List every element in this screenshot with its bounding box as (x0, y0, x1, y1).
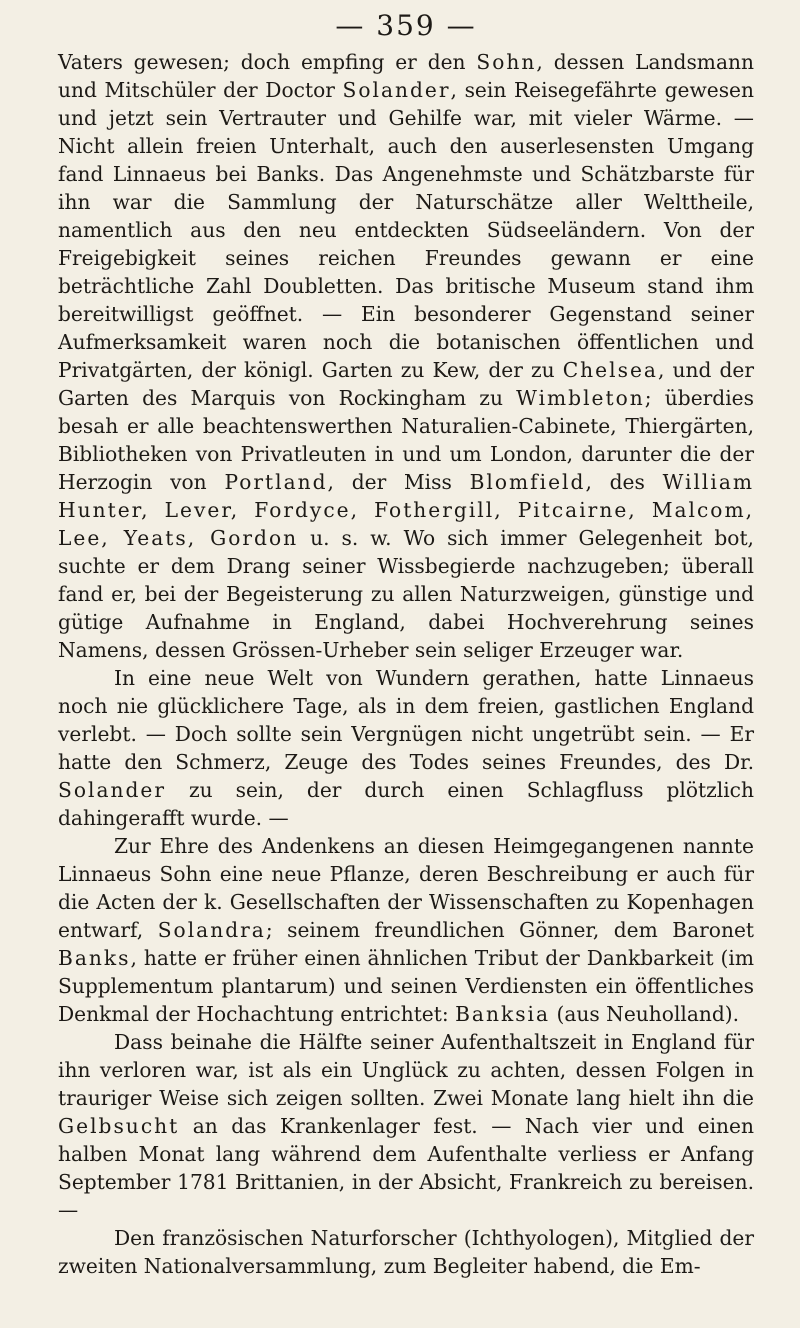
emphasized-name: Solander (342, 78, 451, 102)
emphasized-name: Sohn (476, 50, 537, 74)
emphasized-name: Portland (224, 470, 328, 494)
emphasized-name: Gelbsucht (58, 1114, 180, 1138)
emphasized-name: Banksia (455, 1002, 551, 1026)
emphasized-name: Chelsea (562, 358, 658, 382)
emphasized-name: Wimbleton (516, 386, 645, 410)
paragraph (58, 664, 754, 832)
text-run: , dessen Landsmann und Mitschüler der Doctor (58, 50, 754, 102)
text-run: , und der Garten des Marquis von Rockingham zu (58, 358, 754, 410)
paragraph (58, 1028, 754, 1224)
text-run: u. s. w. Wo sich immer Gelegenheit bot, suchte er dem Drang seiner Wissbegierde nachzugeben; überall fand er, bei der Begeisterung zu allen Naturzweigen, günstige und gütige Aufnahme in England, dabei Hochverehrung seines Namens, dessen Grössen-Urheber sein seliger Erzeuger war. (58, 526, 754, 662)
text-run: an das Krankenlager fest. — Nach vier und einen halben Monat lang während dem Aufenthalte verliess er Anfang September 1781 Brittanien, in der Absicht, Frankreich zu bereisen. — (58, 1114, 754, 1222)
paragraph (58, 48, 754, 664)
emphasized-name: Solander (58, 778, 166, 802)
text-run: , der Miss (327, 470, 470, 494)
text-run: ; seinem freundlichen Gönner, dem Baronet (265, 918, 754, 942)
text-run: (aus Neuholland). (550, 1002, 740, 1026)
emphasized-name: Banks (58, 946, 131, 970)
emphasized-name: William Hunter, Lever, Fordyce, Fothergill, Pitcairne, Malcom, Lee, Yeats, Gordon (58, 470, 754, 550)
text-run: Den französischen Naturforscher (Ichthyologen), Mitglied der zweiten Nationalversammlung, zum Begleiter habend, die Em- (58, 1226, 754, 1278)
text-run: Zur Ehre des Andenkens an diesen Heimgegangenen nannte Linnaeus Sohn eine neue Pflanze, deren Beschreibung er auch für die Acten der k. Gesellschaften der Wissenschaften zu Kopenhagen entwarf, (58, 834, 754, 942)
body-text (58, 48, 754, 1280)
emphasized-name: Blomfield (469, 470, 586, 494)
text-run: In eine neue Welt von Wundern gerathen, hatte Linnaeus noch nie glücklichere Tage, als in dem freien, gastlichen England verlebt. — Doch sollte sein Vergnügen nicht ungetrübt sein. — Er hatte den Schmerz, Zeuge des Todes seines Freundes, des Dr. (58, 666, 754, 774)
paragraph (58, 1224, 754, 1280)
text-run: zu sein, der durch einen Schlagfluss plötzlich dahingerafft wurde. — (58, 778, 754, 830)
text-run: , hatte er früher einen ähnlichen Tribut der Dankbarkeit (im Supplementum plantarum) und seinen Verdiensten ein öffentliches Denkmal der Hochachtung entrichtet: (58, 946, 754, 1026)
text-run: Vaters gewesen; doch empfing er den (58, 50, 477, 74)
text-run: ; überdies besah er alle beachtenswerthen Naturalien-Cabinete, Thiergärten, Bibliotheken von Privatleuten in und um London, darunter die der Herzogin von (58, 386, 754, 494)
text-run: Dass beinahe die Hälfte seiner Aufenthaltszeit in England für ihn verloren war, ist als ein Unglück zu achten, dessen Folgen in trauriger Weise sich zeigen sollten. Zwei Monate lang hielt ihn die (58, 1030, 754, 1110)
text-run: , sein Reisegefährte gewesen und jetzt sein Vertrauter und Gehilfe war, mit vieler Wärme. — Nicht allein freien Unterhalt, auch den auserlesensten Umgang fand Linnaeus bei Banks. Das Angenehmste und Schätzbarste für ihn war die Sammlung der Naturschätze aller Welttheile, namentlich aus den neu entdeckten Südseeländern. Von der Freigebigkeit seines reichen Freundes gewann er eine beträchtliche Zahl Doubletten. Das britische Museum stand ihm bereitwilligst geöffnet. — Ein besonderer Gegenstand seiner Aufmerksamkeit waren noch die botanischen öffentlichen und Privatgärten, der königl. Garten zu Kew, der zu (58, 78, 755, 382)
page-number-header: — 359 — (335, 9, 477, 42)
emphasized-name: Solandra (157, 918, 266, 942)
paragraph (58, 832, 754, 1028)
text-run: , des (585, 470, 663, 494)
